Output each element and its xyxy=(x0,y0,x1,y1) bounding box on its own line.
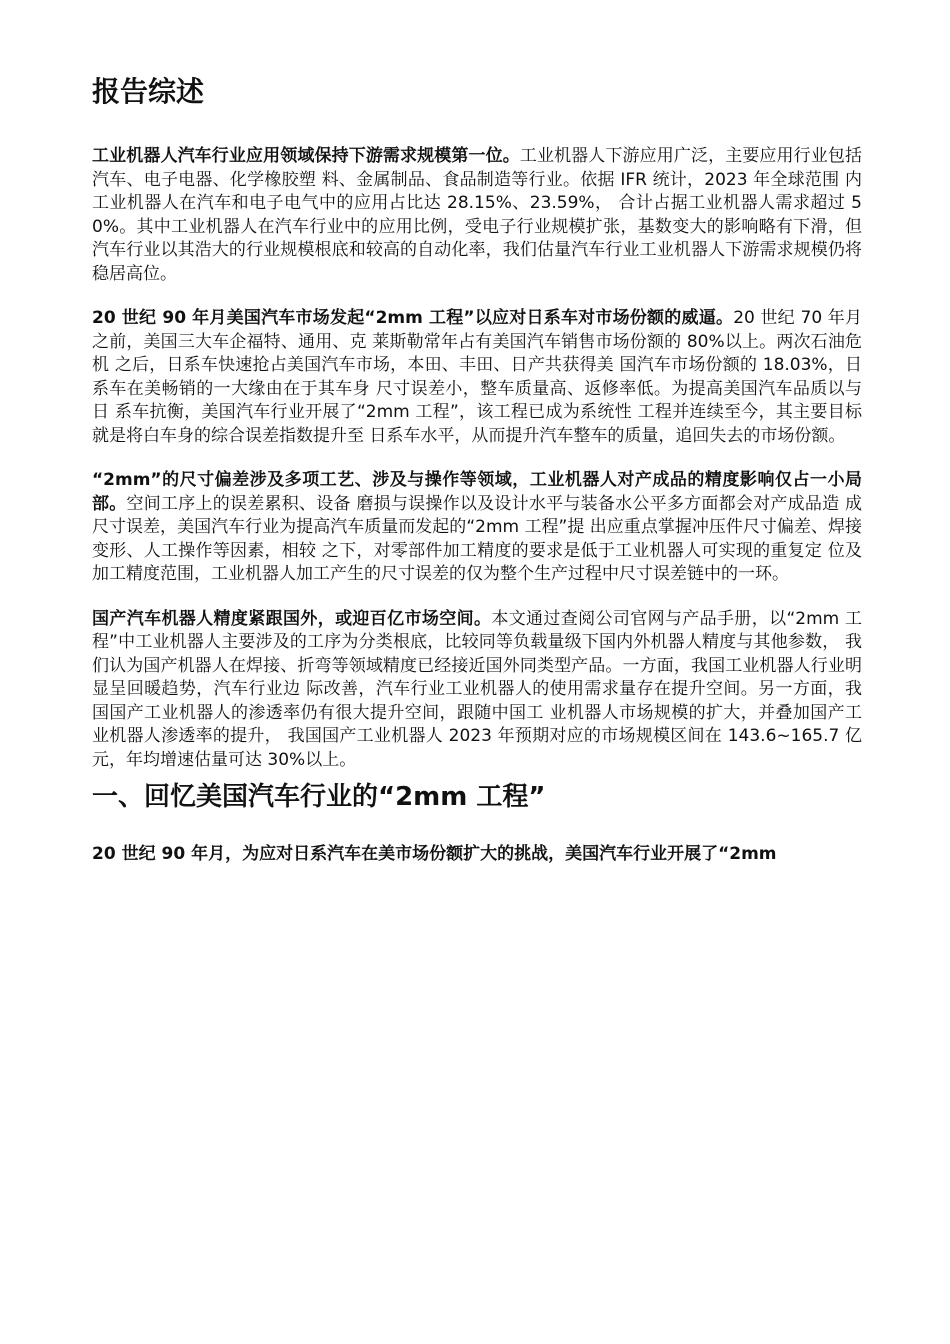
paragraph-lead: “2mm”的尺寸偏差涉及多项工艺、涉及与操作等领域，工业机器人对产成品的精度影响仅占一小局部。 xyxy=(92,470,862,514)
paragraph-body: 工业机器人下游应用广泛，主要应用行业包括汽车、电子电器、化学橡胶塑 料、金属制品、食品制造等行业。依据 IFR 统计，2023 年全球范围 内工业机器人在汽车和电子电气中的应用占比达 28.15%、23.59%， 合计占据工业机器人需求超过 50%。其中工业机器人在汽车行业中的应用比例，受电子行业规模扩张，基数变大的影响略有下滑，但 汽车行业以其浩大的行业规模根底和较高的自动化率，我们估量汽车行业工业机器人下游需求规模仍将稳居高位。 xyxy=(92,146,863,284)
summary-paragraph-2mm-origin xyxy=(92,307,862,448)
paragraph-lead: 工业机器人汽车行业应用领域保持下游需求规模第一位。 xyxy=(92,146,520,166)
paragraph-body: 本文通过查阅公司官网与产品手册，以“2mm 工程”中工业机器人主要涉及的工序为分类根底，比较同等负载量级下国内外机器人精度与其他参数， 我们认为国产机器人在焊接、折弯等领域精度已经接近国外同类型产品。一方面，我国工业机器人行业明显呈回暖趋势，汽车行业边 际改善，汽车行业工业机器人的使用需求量存在提升空间。另一方面，我国国产工业机器人的渗透率仍有很大提升空间，跟随中国工 业机器人市场规模的扩大，并叠加国产工业机器人渗透率的提升， 我国国产工业机器人 2023 年预期对应的市场规模区间在 143.6~165.7 亿元，年均增速估量可达 30%以上。 xyxy=(92,608,862,770)
paragraph-lead: 20 世纪 90 年月美国汽车市场发起“2mm 工程”以应对日系车对市场份额的威逼。 xyxy=(92,308,734,328)
section-first-line: 20 世纪 90 年月，为应对日系汽车在美市场份额扩大的挑战，美国汽车行业开展了“2mm xyxy=(92,844,777,864)
paragraph-lead: 国产汽车机器人精度紧跟国外，或迎百亿市场空间。 xyxy=(92,608,492,629)
document-page xyxy=(92,72,862,867)
summary-paragraph-automotive-demand xyxy=(92,145,862,286)
paragraph-body: 空间工序上的误差累积、设备 磨损与误操作以及设计水平与装备水公平多方面都会对产成品造 成尺寸误差，美国汽车行业为提高汽车质量而发起的“2mm 工程”提 出应重点掌握冲压件尺寸偏差、焊接变形、人工操作等因素，相较 之下，对零部件加工精度的要求是低于工业机器人可实现的重复定 位及加工精度范围，工业机器人加工产生的尺寸误差的仅为整个生产过程中尺寸误差链中的一环。 xyxy=(92,493,862,584)
paragraph-body: 20 世纪 70 年月之前，美国三大车企福特、通用、克 莱斯勒常年占有美国汽车销售市场份额的 80%以上。两次石油危机 之后，日系车快速抢占美国汽车市场，本田、丰田、日产共获得美 国汽车市场份额的 18.03%，日系车在美畅销的一大缘由在于其车身 尺寸误差小，整车质量高、返修率低。为提高美国汽车品质以与日 系车抗衡，美国汽车行业开展了“2mm 工程”，该工程已成为系统性 工程并连续至今，其主要目标就是将白车身的综合误差指数提升至 日系车水平，从而提升汽车整车的质量，追回失去的市场份额。 xyxy=(92,308,863,446)
summary-paragraph-domestic-market xyxy=(92,608,862,773)
section-heading: 一、回忆美国汽车行业的“2mm 工程” xyxy=(92,782,546,812)
report-title: 报告综述 xyxy=(92,75,205,108)
summary-paragraph-precision-impact xyxy=(92,469,862,587)
